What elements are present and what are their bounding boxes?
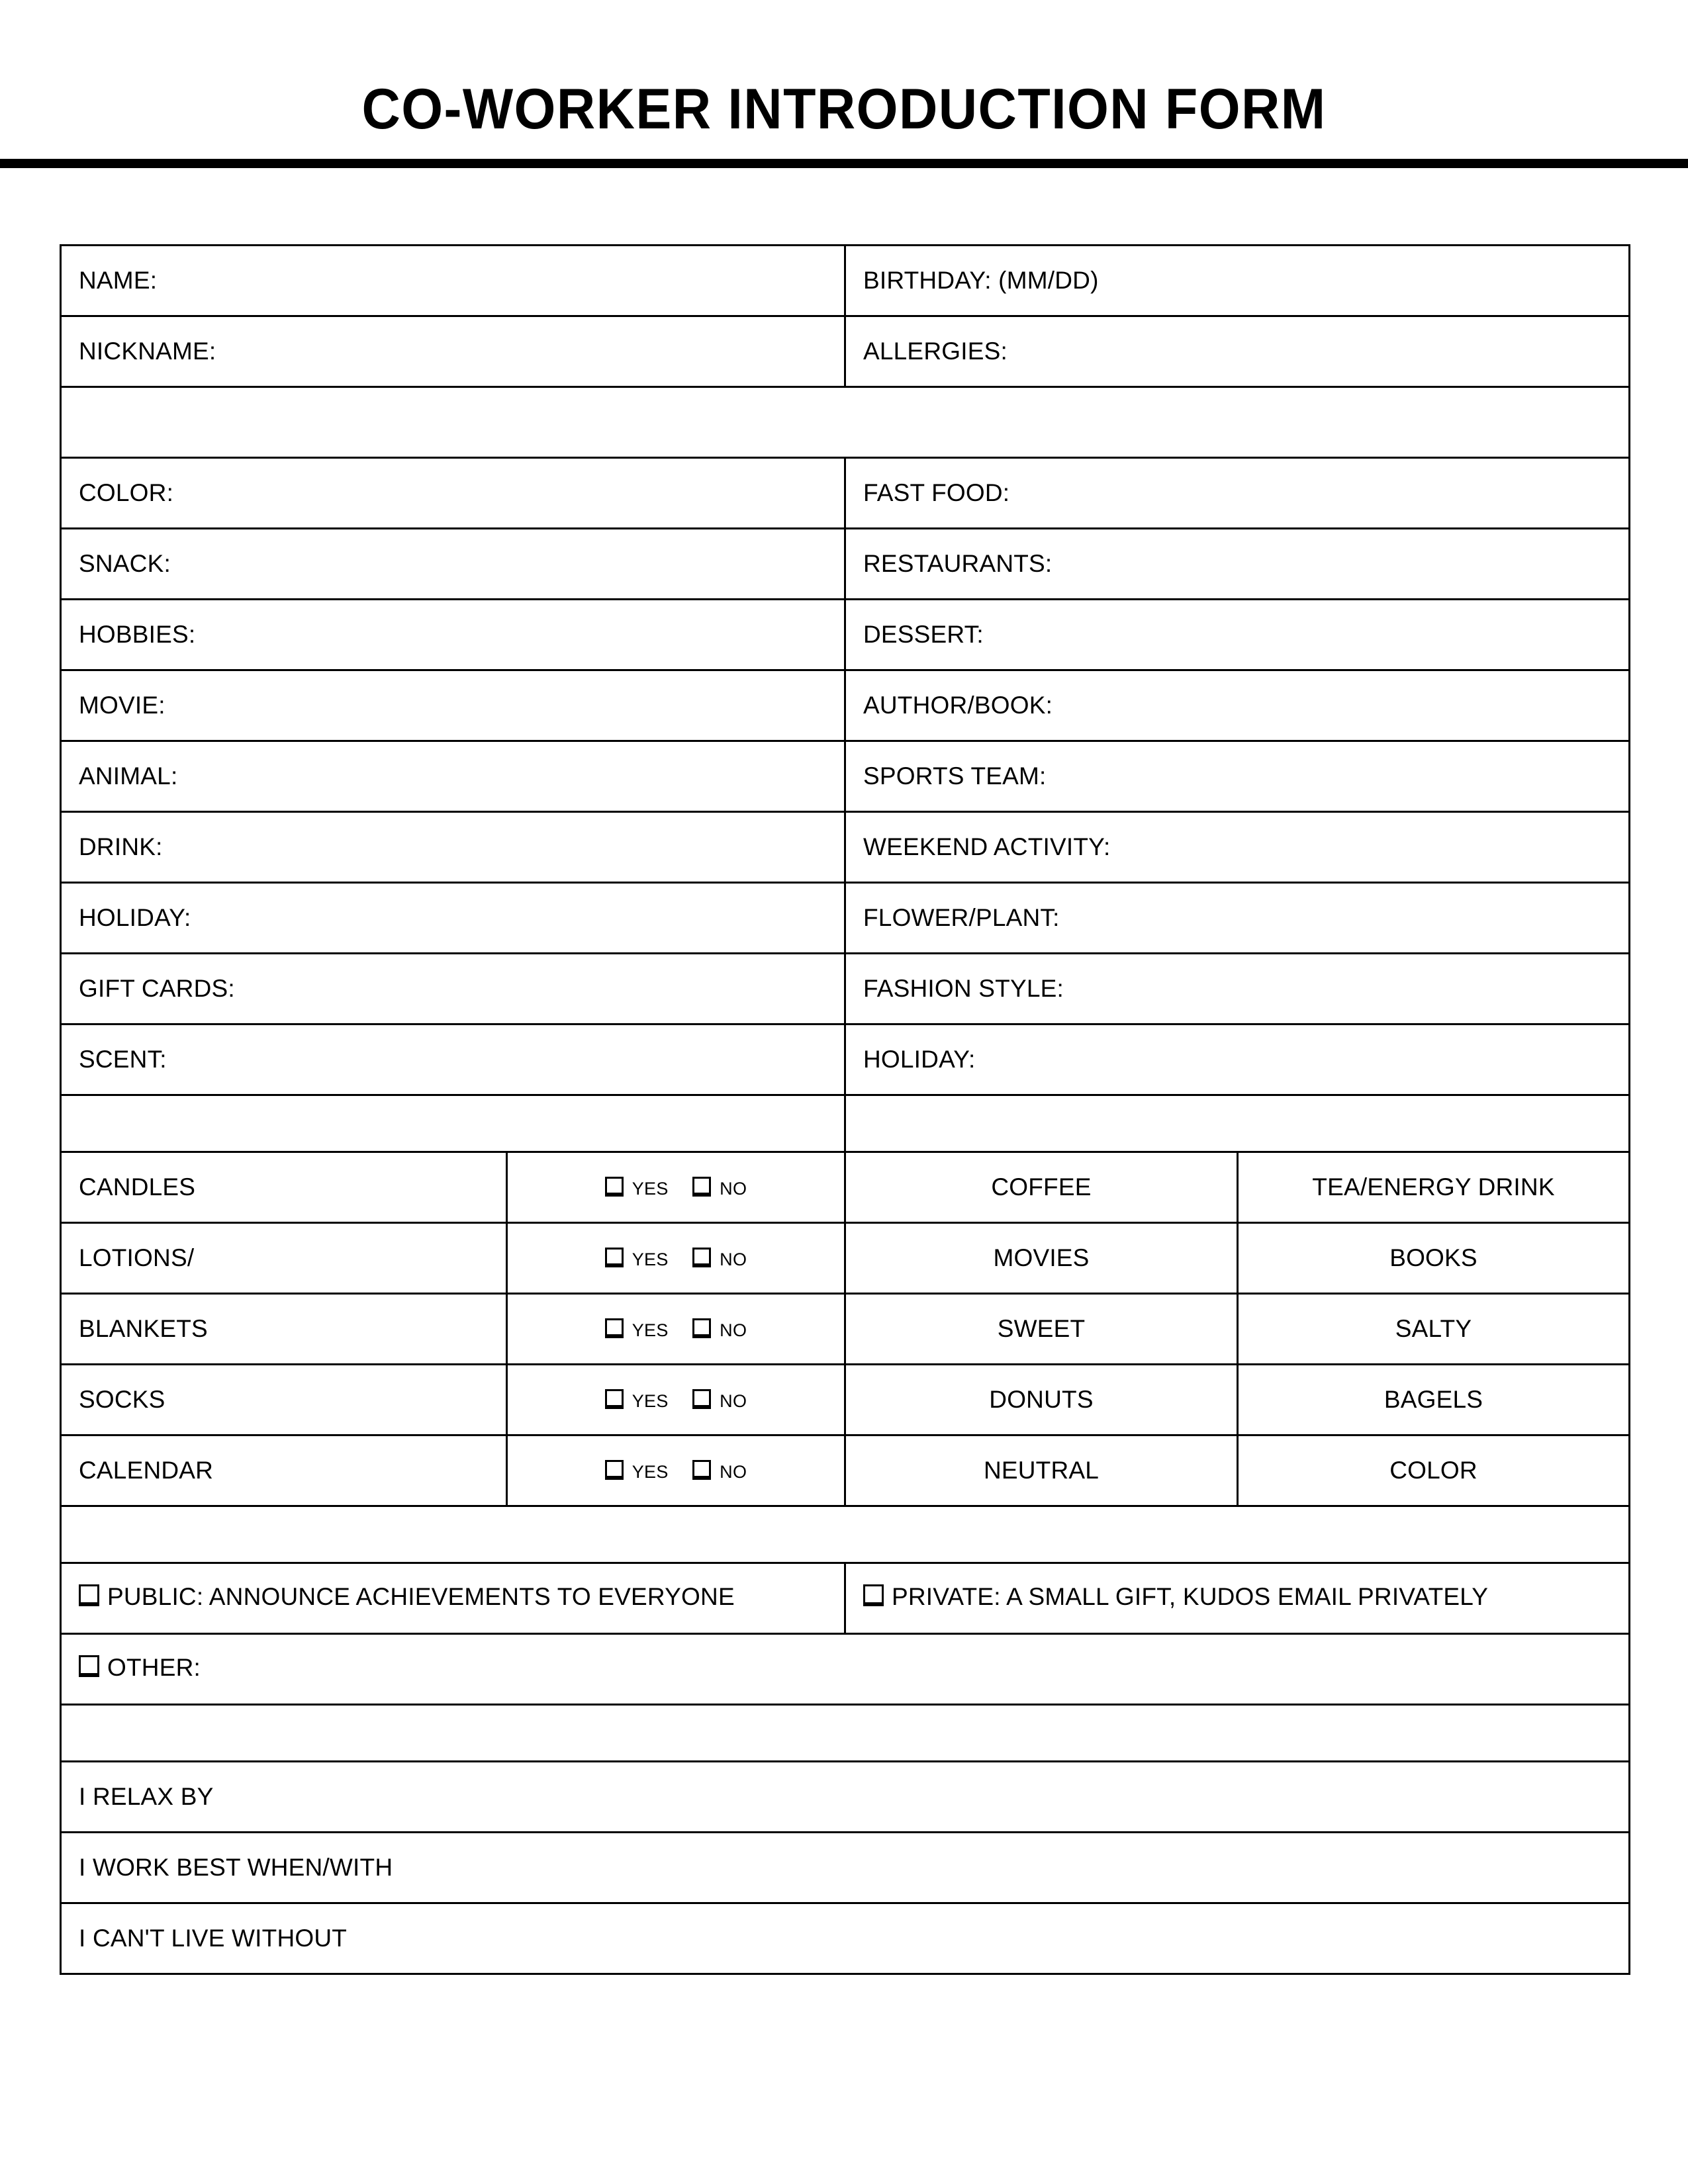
table-row: [61, 1152, 1630, 1223]
field-holiday-secondary[interactable]: HOLIDAY:: [845, 1024, 1630, 1095]
checkbox-icon[interactable]: [605, 1460, 624, 1480]
section-header-favourites: FAVOURITES: [61, 387, 1630, 458]
field-birthday[interactable]: BIRTHDAY: (MM/DD): [845, 246, 1630, 316]
checkbox-icon[interactable]: [692, 1318, 711, 1338]
recognition-private-label: PRIVATE: A SMALL GIFT, KUDOS EMAIL PRIVATELY: [892, 1582, 1489, 1610]
choice-option-color[interactable]: COLOR: [1238, 1435, 1630, 1506]
table-row: [61, 812, 1630, 883]
choice-option-neutral[interactable]: NEUTRAL: [845, 1435, 1238, 1506]
choice-option-salty[interactable]: SALTY: [1238, 1294, 1630, 1365]
table-row: [61, 1705, 1630, 1762]
checkbox-label-yes: YES: [632, 1320, 669, 1340]
table-row: [61, 1435, 1630, 1506]
checkbox-yes-socks[interactable]: [605, 1391, 669, 1411]
table-row: [61, 1903, 1630, 1974]
table-row: [61, 458, 1630, 529]
table-row: [61, 600, 1630, 670]
checkbox-no-lotions[interactable]: [692, 1250, 747, 1269]
checkbox-icon[interactable]: [692, 1248, 711, 1267]
yesno-tick-group-lotions: [507, 1223, 845, 1294]
checkbox-yes-lotions[interactable]: [605, 1250, 669, 1269]
field-nickname[interactable]: NICKNAME:: [61, 316, 845, 387]
checkbox-icon[interactable]: [605, 1389, 624, 1409]
yesno-tick-group-blankets: [507, 1294, 845, 1365]
checkbox-yes-blankets[interactable]: [605, 1320, 669, 1340]
field-animal[interactable]: ANIMAL:: [61, 741, 845, 812]
table-row: [61, 1506, 1630, 1563]
checkbox-icon[interactable]: [79, 1655, 99, 1677]
table-row: [61, 529, 1630, 600]
checkbox-icon[interactable]: [605, 1318, 624, 1338]
checkbox-label-yes: YES: [632, 1390, 669, 1411]
checkbox-label-no: NO: [720, 1390, 747, 1411]
page-title: CO-WORKER INTRODUCTION FORM: [361, 77, 1327, 141]
yesno-item-candles: CANDLES: [61, 1152, 507, 1223]
checkbox-no-socks[interactable]: [692, 1391, 747, 1411]
checkbox-label-no: NO: [720, 1249, 747, 1269]
field-holiday[interactable]: HOLIDAY:: [61, 883, 845, 954]
choice-option-coffee[interactable]: COFFEE: [845, 1152, 1238, 1223]
choice-option-movies[interactable]: MOVIES: [845, 1223, 1238, 1294]
checkbox-label-no: NO: [720, 1178, 747, 1199]
field-fast-food[interactable]: FAST FOOD:: [845, 458, 1630, 529]
section-header-this-or-that: THIS OR THAT (ENCIRCLE): [845, 1095, 1630, 1152]
choice-option-donuts[interactable]: DONUTS: [845, 1365, 1238, 1435]
checkbox-icon[interactable]: [605, 1177, 624, 1197]
table-row: [61, 387, 1630, 458]
field-allergies[interactable]: ALLERGIES:: [845, 316, 1630, 387]
checkbox-no-calendar[interactable]: [692, 1462, 747, 1482]
field-gift-cards[interactable]: GIFT CARDS:: [61, 954, 845, 1024]
table-row: [61, 670, 1630, 741]
field-author-book[interactable]: AUTHOR/BOOK:: [845, 670, 1630, 741]
checkbox-icon[interactable]: [605, 1248, 624, 1267]
field-movie[interactable]: MOVIE:: [61, 670, 845, 741]
table-row: [61, 1024, 1630, 1095]
field-hobbies[interactable]: HOBBIES:: [61, 600, 845, 670]
recognition-option-other[interactable]: [61, 1634, 1630, 1705]
table-row: [61, 741, 1630, 812]
title-block: [0, 0, 1688, 168]
section-header-complete-sentence: COMPLETE THE SENTENCE: [61, 1705, 1630, 1762]
checkbox-label-no: NO: [720, 1461, 747, 1482]
field-fashion-style[interactable]: FASHION STYLE:: [845, 954, 1630, 1024]
introduction-form-table: [60, 244, 1630, 1975]
yesno-tick-group-calendar: [507, 1435, 845, 1506]
recognition-other-label: OTHER:: [107, 1653, 201, 1681]
checkbox-no-blankets[interactable]: [692, 1320, 747, 1340]
title-divider: [0, 159, 1688, 168]
table-row: [61, 1223, 1630, 1294]
choice-option-tea-energy-drink[interactable]: TEA/ENERGY DRINK: [1238, 1152, 1630, 1223]
checkbox-icon[interactable]: [692, 1460, 711, 1480]
choice-option-sweet[interactable]: SWEET: [845, 1294, 1238, 1365]
checkbox-icon[interactable]: [692, 1389, 711, 1409]
checkbox-no-candles[interactable]: [692, 1179, 747, 1199]
checkbox-icon[interactable]: [692, 1177, 711, 1197]
yesno-tick-group-socks: [507, 1365, 845, 1435]
field-color[interactable]: COLOR:: [61, 458, 845, 529]
field-weekend-activity[interactable]: WEEKEND ACTIVITY:: [845, 812, 1630, 883]
sentence-prompt-work-best[interactable]: I WORK BEST WHEN/WITH: [61, 1833, 1630, 1903]
checkbox-label-yes: YES: [632, 1178, 669, 1199]
table-row: [61, 1294, 1630, 1365]
field-dessert[interactable]: DESSERT:: [845, 600, 1630, 670]
field-restaurants[interactable]: RESTAURANTS:: [845, 529, 1630, 600]
yesno-item-blankets: BLANKETS: [61, 1294, 507, 1365]
checkbox-label-yes: YES: [632, 1249, 669, 1269]
sentence-prompt-relax[interactable]: I RELAX BY: [61, 1762, 1630, 1833]
table-row: [61, 1634, 1630, 1705]
section-header-recognition: HOW DO YOU LIKE TO RECEIVE RECOGNITION?: [61, 1506, 1630, 1563]
sentence-prompt-cant-live-without[interactable]: I CAN'T LIVE WITHOUT: [61, 1903, 1630, 1974]
recognition-option-private[interactable]: [845, 1563, 1630, 1634]
table-row: [61, 1833, 1630, 1903]
table-row: [61, 1563, 1630, 1634]
field-sports-team[interactable]: SPORTS TEAM:: [845, 741, 1630, 812]
checkbox-icon[interactable]: [79, 1584, 99, 1606]
yesno-item-calendar: CALENDAR: [61, 1435, 507, 1506]
field-snack[interactable]: SNACK:: [61, 529, 845, 600]
field-drink[interactable]: DRINK:: [61, 812, 845, 883]
yesno-item-lotions: LOTIONS/: [61, 1223, 507, 1294]
form-table-wrapper: [60, 244, 1628, 1975]
choice-option-books[interactable]: BOOKS: [1238, 1223, 1630, 1294]
checkbox-label-no: NO: [720, 1320, 747, 1340]
checkbox-label-yes: YES: [632, 1461, 669, 1482]
table-row: [61, 883, 1630, 954]
choice-option-bagels[interactable]: BAGELS: [1238, 1365, 1630, 1435]
section-header-yes-or-no: YES OR NO (TICK): [61, 1095, 845, 1152]
table-row: [61, 1365, 1630, 1435]
field-flower-plant[interactable]: FLOWER/PLANT:: [845, 883, 1630, 954]
field-scent[interactable]: SCENT:: [61, 1024, 845, 1095]
recognition-public-label: PUBLIC: ANNOUNCE ACHIEVEMENTS TO EVERYONE: [107, 1582, 735, 1610]
table-row: [61, 316, 1630, 387]
table-row: [61, 246, 1630, 316]
recognition-option-public[interactable]: [61, 1563, 845, 1634]
table-row: [61, 954, 1630, 1024]
yesno-item-socks: SOCKS: [61, 1365, 507, 1435]
checkbox-icon[interactable]: [863, 1584, 884, 1606]
table-row: [61, 1762, 1630, 1833]
checkbox-yes-candles[interactable]: [605, 1179, 669, 1199]
checkbox-yes-calendar[interactable]: [605, 1462, 669, 1482]
table-row: [61, 1095, 1630, 1152]
yesno-tick-group-candles: [507, 1152, 845, 1223]
field-name[interactable]: NAME:: [61, 246, 845, 316]
